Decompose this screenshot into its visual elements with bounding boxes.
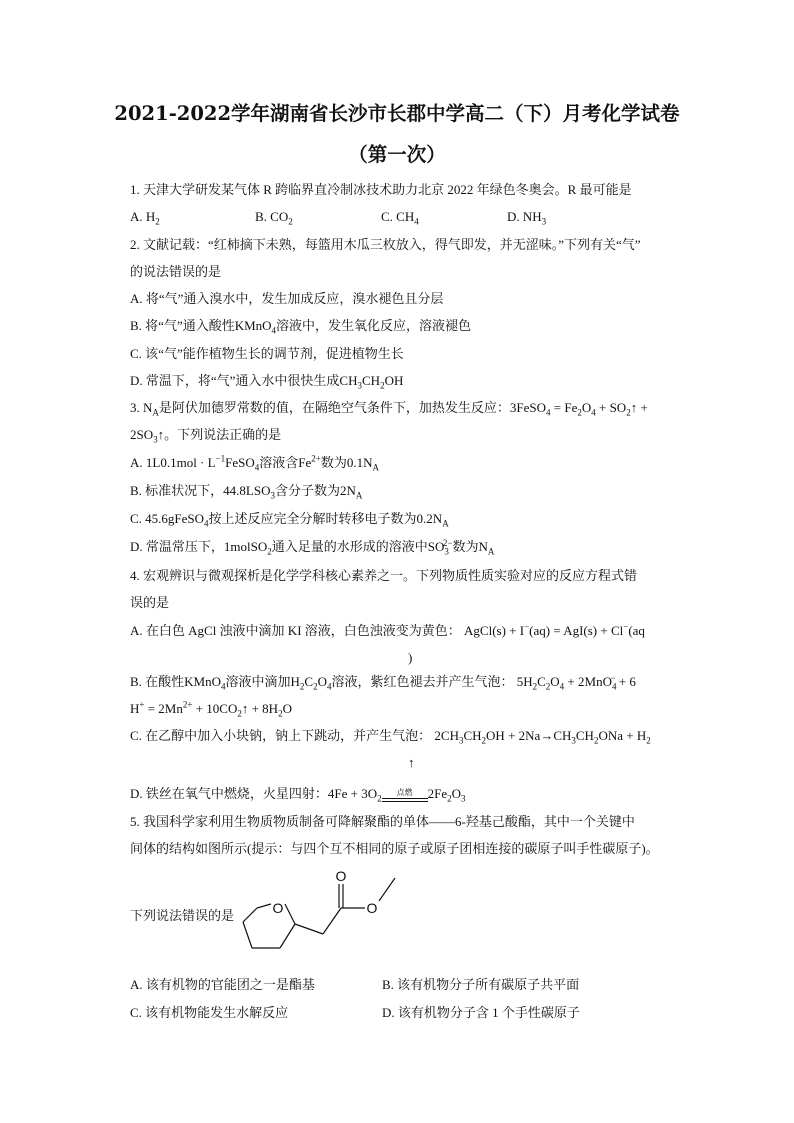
page-subtitle: （第一次）	[348, 143, 446, 166]
molecule-structure-diagram	[235, 866, 415, 971]
q1-option-c: C. $CH_4$	[381, 209, 419, 227]
q3-stem-line1: 3. $N_A$是阿伏加德罗常数的值，在隔绝空气条件下，加热发生反应：3FeSO$_4$ = $Fe_2O_4$ + $SO_2↑$ +	[130, 400, 648, 418]
ring-oxygen-label: O	[272, 900, 284, 916]
q1-option-d: D. $NH_3$	[507, 209, 547, 227]
q2-option-c: C. 该“气”能作植物生长的调节剂，促进植物生长	[130, 346, 404, 361]
page-title: 2021-2022学年湖南省长沙市长郡中学高二（下）月考化学试卷	[114, 102, 680, 125]
q4-option-c: C. 在乙醇中加入小块钠，钠上下跳动，并产生气泡： $2CH_3CH_2OH + 2Na\to CH_3CH_2ONa + H_2$	[130, 728, 651, 746]
q5-stem-line3: 下列说法错误的是	[130, 908, 235, 923]
q3-option-c: C. 45.6gFeSO$_4$按上述反应完全分解时转移电子数为$0.2N_A$	[130, 511, 449, 529]
q2-option-b: B. 将“气”通入酸性KMnO$_4$溶液中，发生氧化反应，溶液褪色	[130, 318, 472, 336]
ignition-condition: 点燃	[382, 788, 428, 802]
q5-stem-line1: 5. 我国科学家利用生物质物质制备可降解聚酯的单体——6-羟基己酸酯，其中一个关键中	[130, 814, 635, 829]
q4-option-b-wrap: $H^+ = 2Mn^{2+}$ + $10CO_2↑ + 8H_2O$	[130, 699, 292, 719]
q4-option-c-wrap: ↑	[408, 755, 415, 770]
q4-option-a-wrap: )	[408, 650, 413, 665]
q4-stem-line1: 4. 宏观辨识与微观探析是化学学科核心素养之一。下列物质性质实验对应的反应方程式错	[130, 568, 638, 583]
q5-stem-line2: 间体的结构如图所示(提示：与四个互不相同的原子或原子团相连接的碳原子叫手性碳原子)。	[130, 841, 659, 856]
q3-option-d: D. 常温常压下，1molSO$_2$通入足量的水形成的溶液中$SO_3^{2-}$数为$N_A$	[130, 537, 495, 557]
q3-option-a: A. $1L0.1mol \cdot L^{-1}FeSO_4$溶液含$Fe^{2+}$数为$0.1N_A$	[130, 453, 380, 473]
q1-option-a: A. $H_2$	[130, 209, 160, 227]
carbonyl-oxygen-label: O	[335, 868, 347, 884]
q3-stem-line2: $2SO_3↑$。下列说法正确的是	[130, 427, 282, 445]
q2-option-a: A. 将“气”通入溴水中，发生加成反应，溴水褪色且分层	[130, 291, 444, 306]
q4-option-b: B. 在酸性KMnO$_4$溶液中滴加$H_2C_2O_4$溶液，紫红色褪去并产生气泡： $5H_2C_2O_4 + 2MnO_4^- + 6$	[130, 672, 636, 692]
q5-option-b: B. 该有机物分子所有碳原子共平面	[382, 977, 580, 992]
q5-option-d: D. 该有机物分子含 1 个手性碳原子	[382, 1005, 580, 1020]
q4-option-d: D. 铁丝在氧气中燃烧，火星四射：$4Fe + 3O_2$ 点燃 $2Fe_2O_3$	[130, 786, 466, 804]
q2-stem-line1: 2. 文献记载：“红柿摘下未熟，每篮用木瓜三枚放入，得气即发，并无涩味。”下列有关“气”	[130, 237, 641, 252]
q1-option-b: B. $CO_2$	[255, 209, 293, 227]
q4-stem-line2: 误的是	[130, 595, 170, 610]
q5-option-a: A. 该有机物的官能团之一是酯基	[130, 977, 315, 992]
ester-oxygen-label: O	[366, 900, 378, 916]
q3-option-b: B. 标准状况下，$44.8LSO_3$含分子数为$2N_A$	[130, 483, 363, 501]
q5-option-c: C. 该有机物能发生水解反应	[130, 1005, 289, 1020]
q2-stem-line2: 的说法错误的是	[130, 264, 222, 279]
q4-option-a: A. 在白色 AgCl 浊液中滴加 KI 溶液，白色浊液变为黄色： AgCl(s) + I−(aq) = AgI(s) + Cl−(aq	[130, 621, 645, 638]
q2-option-d: D. 常温下，将“气”通入水中很快生成$CH_3CH_2OH$	[130, 373, 404, 391]
q1-stem: 1. 天津大学研发某气体 R 跨临界直冷制冰技术助力北京 2022 年绿色冬奥会。R 最可能是	[130, 182, 632, 197]
